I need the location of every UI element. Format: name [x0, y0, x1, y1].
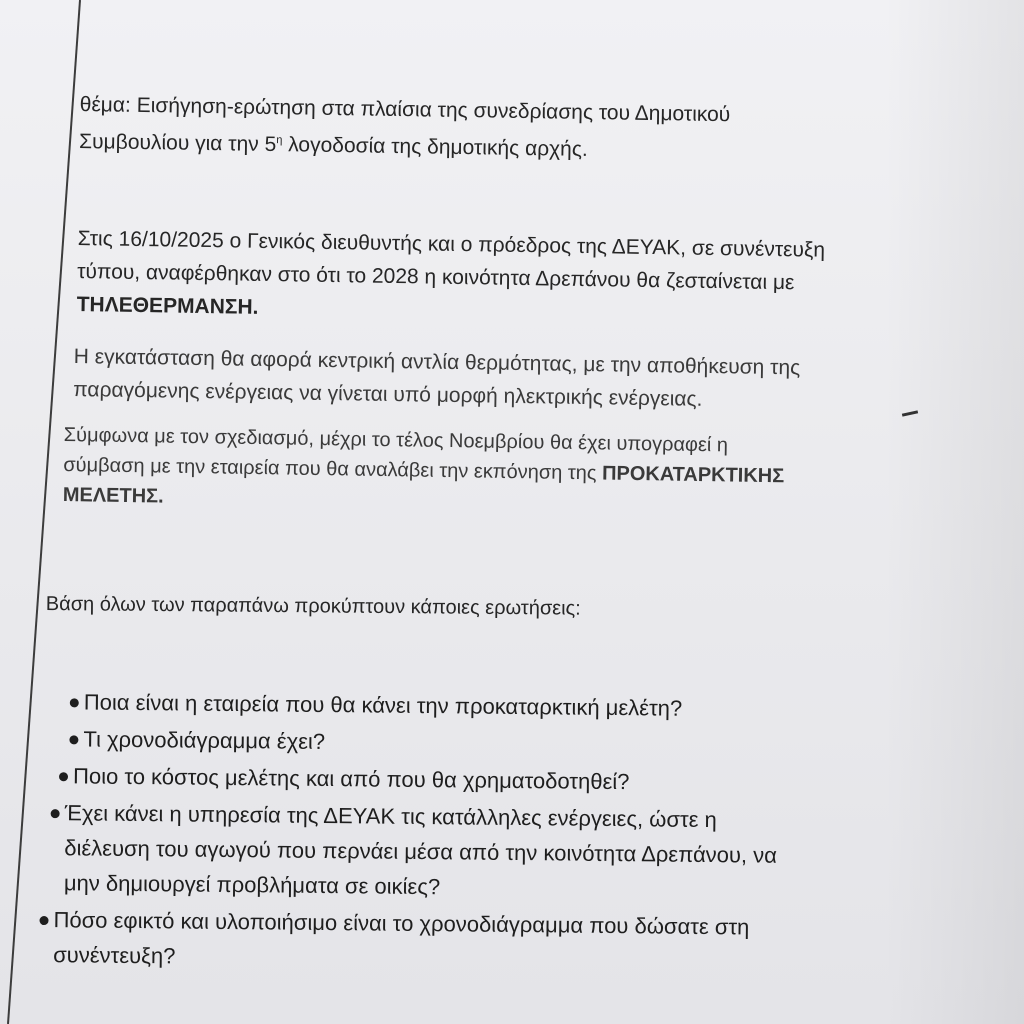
- list-item: Ποια είναι η εταιρεία που θα κάνει την προκαταρκτική μελέτη?: [40, 684, 779, 727]
- list-item: Έχει κάνει η υπηρεσία της ΔΕΥΑΚ τις κατάλληλες ενέργειες, ώστε η διέλευση του αγωγού που περνάει μέσα από την κοινότητα Δρεπάνου, να μην δημιουργεί προβλήματα σε οικίες?: [20, 795, 778, 908]
- list-item: Πόσο εφικτό και υλοποιήσιμο είναι το χρονοδιάγραμμα που δώσατε στη συνέντευξη?: [9, 902, 776, 980]
- list-item: Ποιο το κόστος μελέτης και από που θα χρηματοδοτηθεί?: [29, 758, 778, 801]
- bullet-icon: [59, 772, 68, 781]
- list-item: Τι χρονοδιάγραμμα έχει?: [39, 721, 778, 764]
- bullet-icon: [70, 698, 79, 707]
- paragraph-installation: Η εγκατάσταση θα αφορά κεντρική αντλία θερμότητας, με την αποθήκευση της παραγόμενης ενέργειας να γίνεται υπό μορφή ηλεκτρικής ενέργειας.: [73, 344, 801, 411]
- bullet-icon: [51, 809, 60, 818]
- paragraph-planning: Σύμφωνα με τον σχεδιασμό, μέχρι το τέλος Νοεμβρίου θα έχει υπογραφεί η σύμβαση με την εταιρεία που θα αναλάβει την εκπόνηση της ΠΡΟΚΑΤΑΡΚΤΙΚΗΣ ΜΕΛΕΤΗΣ.: [62, 423, 785, 508]
- questions-list: [37, 684, 779, 982]
- bullet-icon: [39, 916, 48, 925]
- paragraph-announcement: Στις 16/10/2025 ο Γενικός διευθυντής και ο πρόεδρος της ΔΕΥΑΚ, σε συνέντευξη τύπου, αναφέρθηκαν στο ότι το 2028 η κοινότητα Δρεπάνου θα ζεσταίνεται με ΤΗΛΕΘΕΡΜΑΝΣΗ.: [76, 226, 826, 319]
- bullet-icon: [69, 735, 78, 744]
- subject-line-2: Συμβουλίου για την $5^\eta$ λογοδοσία της δημοτικής αρχής.: [78, 129, 588, 161]
- subject-block: [79, 88, 731, 168]
- subject-line-1: θέμα: Εισήγηση-ερώτηση στα πλαίσια της συνεδρίασης του Δημοτικού: [79, 92, 731, 127]
- questions-intro: Βάση όλων των παραπάνω προκύπτουν κάποιες ερωτήσεις:: [45, 592, 581, 620]
